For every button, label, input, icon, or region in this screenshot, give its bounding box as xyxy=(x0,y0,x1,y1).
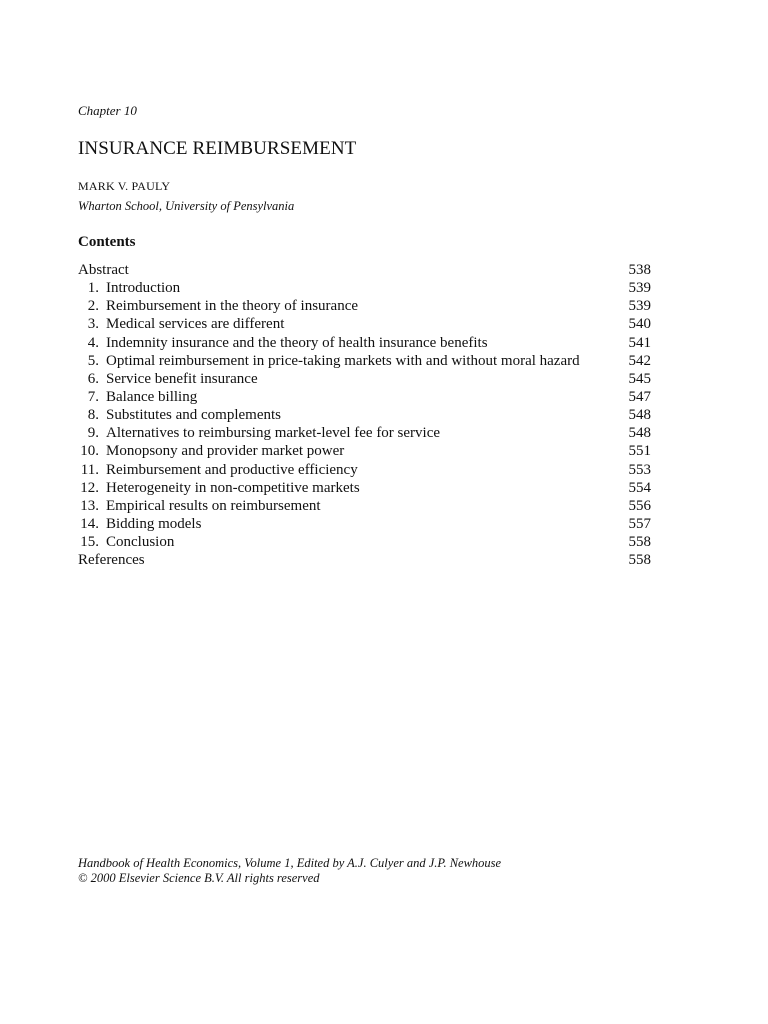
toc-entry-label: Indemnity insurance and the theory of health insurance benefits xyxy=(106,334,488,351)
toc-entry xyxy=(78,424,651,442)
toc-entry xyxy=(78,315,651,333)
toc-entry-label: Conclusion xyxy=(106,534,175,551)
footer-citation-line: Handbook of Health Economics, Volume 1, Edited by A.J. Culyer and J.P. Newhouse xyxy=(78,856,502,870)
toc-entry xyxy=(78,352,651,370)
toc-entry-number: 9. xyxy=(87,425,99,442)
toc-entry-label: Abstract xyxy=(78,262,129,278)
toc-entry-page-number: 551 xyxy=(628,443,651,460)
toc-entry-page-number: 558 xyxy=(628,534,651,551)
toc-entry-label: Optimal reimbursement in price-taking markets with and without moral hazard xyxy=(106,352,580,369)
toc-entry-page-number: 548 xyxy=(628,425,651,442)
toc-entry-page-number: 558 xyxy=(628,552,651,569)
toc-entry-label: Reimbursement in the theory of insurance xyxy=(106,298,359,315)
toc-entry-label: Reimbursement and productive efficiency xyxy=(106,461,358,478)
toc-entry-page-number: 539 xyxy=(628,298,651,315)
toc-entry-label: Monopsony and provider market power xyxy=(106,443,345,460)
toc-entry xyxy=(78,442,651,460)
toc-entry-number: 1. xyxy=(87,280,99,297)
footer-citation xyxy=(78,856,501,886)
toc-entry xyxy=(78,533,651,551)
toc-entry-number: 13. xyxy=(80,497,99,514)
toc-entry xyxy=(78,297,651,315)
contents-heading: Contents xyxy=(78,234,136,250)
toc-entry-number: 12. xyxy=(80,479,99,496)
toc-entry-number: 10. xyxy=(80,443,99,460)
toc-entry xyxy=(78,334,651,352)
toc-entry-label: Introduction xyxy=(106,280,181,297)
toc-entry-number: 14. xyxy=(80,515,99,532)
toc-entry-number: 15. xyxy=(80,534,99,551)
toc-entry-number: 5. xyxy=(87,352,99,369)
toc-entry-page-number: 541 xyxy=(628,334,651,351)
toc-entry xyxy=(78,388,651,406)
toc-entry xyxy=(78,497,651,515)
toc-entry-number: 3. xyxy=(87,316,99,333)
toc-entry-label: Substitutes and complements xyxy=(106,407,281,424)
toc-entry xyxy=(78,479,651,497)
toc-entry-page-number: 557 xyxy=(628,515,651,532)
toc-entry-label: Medical services are different xyxy=(106,316,285,333)
toc-entry xyxy=(78,406,651,424)
toc-entry-number: 8. xyxy=(87,407,99,424)
toc-entry-label: Alternatives to reimbursing market-level fee for service xyxy=(106,425,441,442)
toc-entry-page-number: 540 xyxy=(628,316,651,333)
toc-entry-number: 11. xyxy=(80,461,99,478)
toc-entry-number: 6. xyxy=(87,370,99,387)
footer-copyright-line: © 2000 Elsevier Science B.V. All rights reserved xyxy=(78,871,320,885)
toc-entry-label: Heterogeneity in non-competitive markets xyxy=(106,479,360,496)
table-of-contents xyxy=(78,261,651,569)
toc-entry-label: Balance billing xyxy=(106,388,198,405)
toc-entry-page-number: 556 xyxy=(628,497,651,514)
author-affiliation: Wharton School, University of Pensylvania xyxy=(78,199,295,213)
toc-entry-number: 2. xyxy=(87,298,99,315)
toc-entry-page-number: 538 xyxy=(628,262,651,278)
toc-entry-number: 7. xyxy=(87,388,99,405)
toc-entry-page-number: 548 xyxy=(628,407,651,424)
chapter-label: Chapter 10 xyxy=(78,103,137,118)
toc-entry-page-number: 553 xyxy=(628,461,651,478)
toc-entry-page-number: 542 xyxy=(628,352,651,369)
toc-entry-page-number: 545 xyxy=(628,370,651,387)
toc-entry xyxy=(78,261,651,279)
toc-entry xyxy=(78,551,651,569)
toc-entry-page-number: 539 xyxy=(628,280,651,297)
toc-entry-label: References xyxy=(78,552,145,569)
chapter-title: INSURANCE REIMBURSEMENT xyxy=(78,138,357,159)
toc-entry xyxy=(78,370,651,388)
toc-entry-number: 4. xyxy=(87,334,99,351)
toc-entry xyxy=(78,461,651,479)
toc-entry-page-number: 547 xyxy=(628,388,651,405)
toc-entry xyxy=(78,279,651,297)
toc-entry-page-number: 554 xyxy=(628,479,651,496)
toc-entry-label: Bidding models xyxy=(106,515,202,532)
toc-entry-label: Empirical results on reimbursement xyxy=(106,497,321,514)
toc-entry xyxy=(78,515,651,533)
toc-entry-label: Service benefit insurance xyxy=(106,370,258,387)
author-name: MARK V. PAULY xyxy=(78,179,171,193)
